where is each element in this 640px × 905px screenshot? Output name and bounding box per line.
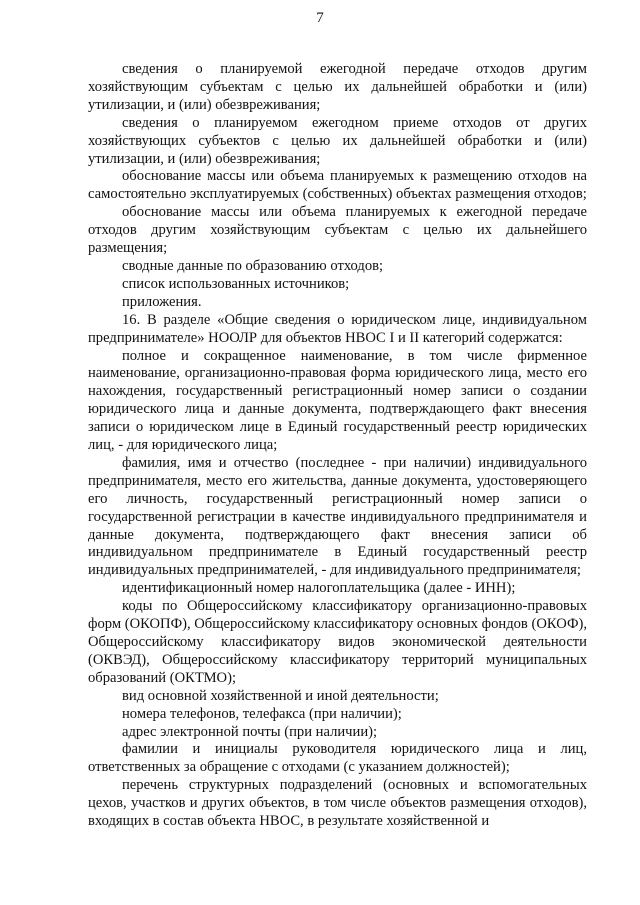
paragraph: идентификационный номер налогоплательщика (далее - ИНН); [122, 580, 516, 597]
paragraph: фамилия, имя и отчество (последнее - при наличии) индивидуального предпринимателя, место его жительства, данные документа, удостоверяющего его личность, государственный регистрационный номер записи о государственной регистрации в качестве индивидуального предпринимателя и данные документа, подтверждающего факт внесения записи об индивидуальном предпринимателе в Единый государственный реестр индивидуальных предпринимателей, - для индивидуального предпринимателя; [88, 454, 587, 579]
page-number: 7 [316, 10, 324, 26]
paragraph: вид основной хозяйственной и иной деятельности; [122, 687, 439, 704]
paragraph: адрес электронной почты (при наличии); [122, 723, 378, 740]
paragraph: перечень структурных подразделений (основных и вспомогательных цехов, участков и других объектов, в том числе объектов размещения отходов), входящих в состав объекта НВОС, в результате хозяйственной и [88, 777, 587, 830]
paragraph: фамилии и инициалы руководителя юридического лица и лиц, ответственных за обращение с отходами (с указанием должностей); [88, 741, 587, 776]
paragraph: полное и сокращенное наименование, в том числе фирменное наименование, организационно-правовая форма юридического лица, место его нахождения, государственный регистрационный номер записи о создании юридического лица и данные документа, подтверждающего факт внесения записи о юридическом лице в Единый государственный реестр юридических лиц, - для юридического лица; [88, 347, 587, 454]
paragraph: сводные данные по образованию отходов; [122, 257, 384, 274]
document-body [88, 61, 587, 831]
paragraph: список использованных источников; [122, 275, 350, 292]
paragraph: сведения о планируемом ежегодном приеме отходов от других хозяйствующих субъектов с целью их дальнейшей обработки и (или) утилизации, и (или) обезвреживания; [88, 114, 587, 167]
paragraph: обоснование массы или объема планируемых к размещению отходов на самостоятельно эксплуатируемых (собственных) объектах размещения отходов; [88, 168, 587, 203]
paragraph: обоснование массы или объема планируемых к ежегодной передаче отходов другим хозяйствующим субъектам с целью их дальнейшего размещения; [88, 204, 587, 257]
paragraph: коды по Общероссийскому классификатору организационно-правовых форм (ОКОПФ), Общероссийскому классификатору основных фондов (ОКОФ), Общероссийскому классификатору видов экономической деятельности (ОКВЭД), Общероссийскому классификатору территорий муниципальных образований (ОКТМО); [88, 598, 587, 686]
paragraph: сведения о планируемой ежегодной передаче отходов другим хозяйствующим субъектам с целью их дальнейшей обработки и (или) утилизации, и (или) обезвреживания; [88, 61, 587, 113]
paragraph: номера телефонов, телефакса (при наличии); [122, 705, 402, 722]
paragraph: приложения. [122, 293, 202, 310]
section-heading-paragraph: 16. В разделе «Общие сведения о юридическом лице, индивидуальном предпринимателе» НООЛР для объектов НВОС I и II категорий содержатся: [88, 311, 587, 346]
